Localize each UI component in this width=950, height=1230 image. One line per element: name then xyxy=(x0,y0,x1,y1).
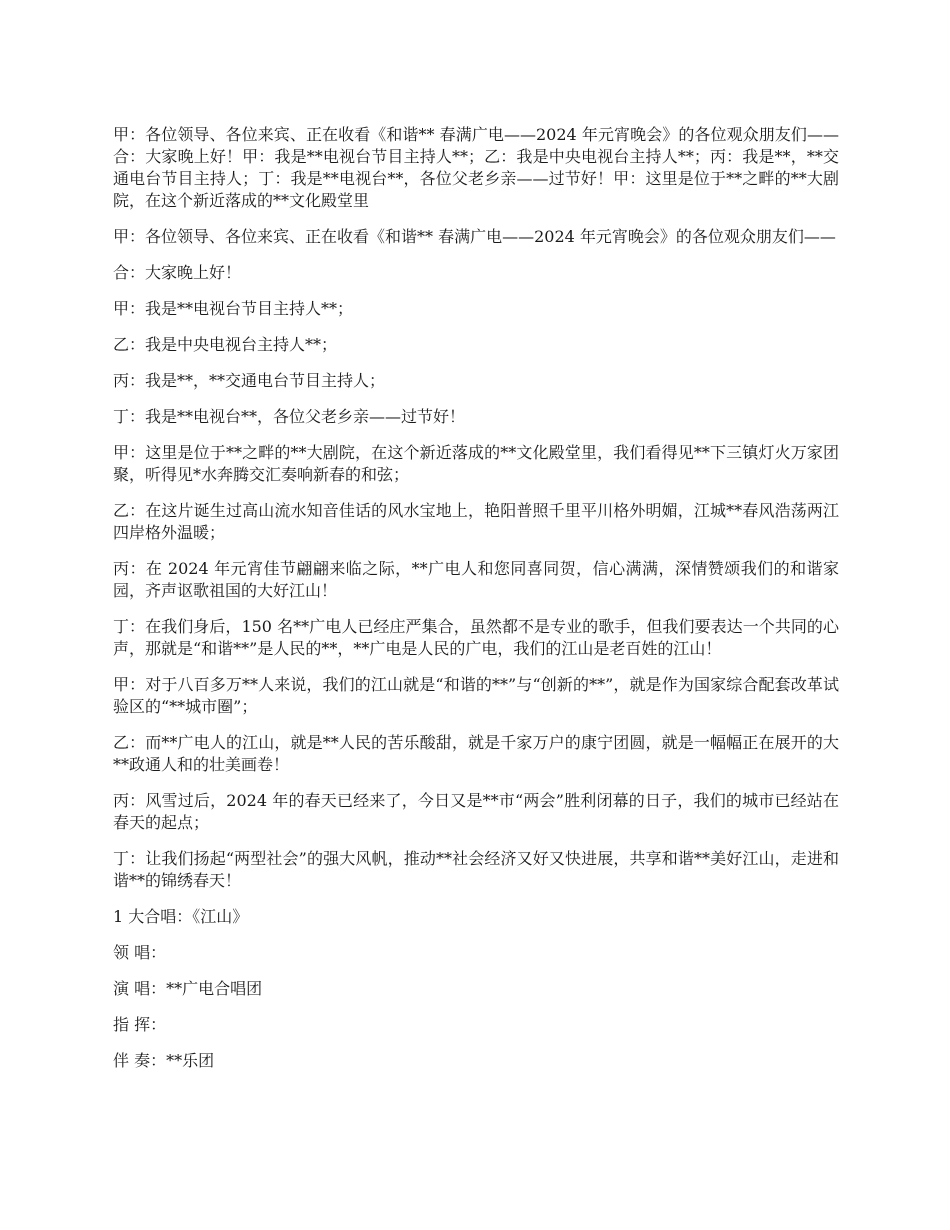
program-performer: 演 唱：**广电合唱团 xyxy=(113,979,263,998)
paragraph-jia-theater: 甲：这里是位于**之畔的**大剧院，在这个新近落成的**文化殿堂里，我们看得见**下三镇灯火万家团聚，听得见*水奔腾交汇奏响新春的和弦； xyxy=(113,443,839,484)
paragraph-bing-festival: 丙：在 2024 年元宵佳节翩翩来临之际，**广电人和您同喜同贺，信心满满，深情赞颂我们的和谐家园，齐声讴歌祖国的大好江山！ xyxy=(113,559,839,600)
program-conductor: 指 挥： xyxy=(113,1015,167,1034)
paragraph-jia-jiangshan: 甲：对于八百多万**人来说，我们的江山就是“和谐的**”与“创新的**”，就是作为国家综合配套改革试验区的“**城市圈”； xyxy=(113,675,839,716)
paragraph-bing-intro: 丙：我是**，**交通电台节目主持人； xyxy=(113,371,386,390)
paragraph-ding-chorus: 丁：在我们身后，150 名**广电人已经庄严集合，虽然都不是专业的歌手，但我们要表达一个共同的心声，那就是“和谐**”是人民的**，**广电是人民的广电，我们的江山是老百姓的江山！ xyxy=(113,617,839,658)
paragraph-opening-combined: 甲：各位领导、各位来宾、正在收看《和谐** 春满广电——2024 年元宵晚会》的各位观众朋友们——合：大家晚上好！甲：我是**电视台节目主持人**；乙：我是中央电视台主持人**；丙：我是**，**交通电台节目主持人；丁：我是**电视台**，各位父老乡亲——过节好！甲：这里是位于**之畔的**大剧院，在这个新近落成的**文化殿堂里 xyxy=(113,125,839,210)
paragraph-jia-intro: 甲：我是**电视台节目主持人**； xyxy=(113,299,354,318)
paragraph-yi-painting: 乙：而**广电人的江山，就是**人民的苦乐酸甜，就是千家万户的康宁团圆，就是一幅幅正在展开的大**政通人和的壮美画卷！ xyxy=(113,733,839,774)
paragraph-yi-land: 乙：在这片诞生过高山流水知音佳话的风水宝地上，艳阳普照千里平川格外明媚，江城**春风浩荡两江四岸格外温暖； xyxy=(113,501,839,542)
program-lead-singer: 领 唱： xyxy=(113,943,167,962)
paragraph-jia-greeting: 甲：各位领导、各位来宾、正在收看《和谐** 春满广电——2024 年元宵晚会》的各位观众朋友们—— xyxy=(113,227,836,246)
paragraph-yi-intro: 乙：我是中央电视台主持人**； xyxy=(113,335,338,354)
paragraph-he-greeting: 合：大家晚上好！ xyxy=(113,263,242,282)
program-title: 1 大合唱：《江山》 xyxy=(113,907,249,926)
paragraph-ding-sail: 丁：让我们扬起“两型社会”的强大风帆，推动**社会经济又好又快进展，共享和谐**美好江山，走进和谐**的锦绣春天！ xyxy=(113,849,839,890)
paragraph-ding-intro: 丁：我是**电视台**，各位父老乡亲——过节好！ xyxy=(113,407,466,426)
paragraph-bing-spring: 丙：风雪过后，2024 年的春天已经来了，今日又是**市“两会”胜利闭幕的日子，我们的城市已经站在春天的起点； xyxy=(113,791,839,832)
program-accompaniment: 伴 奏：**乐团 xyxy=(113,1051,215,1070)
document-page xyxy=(113,124,839,1086)
